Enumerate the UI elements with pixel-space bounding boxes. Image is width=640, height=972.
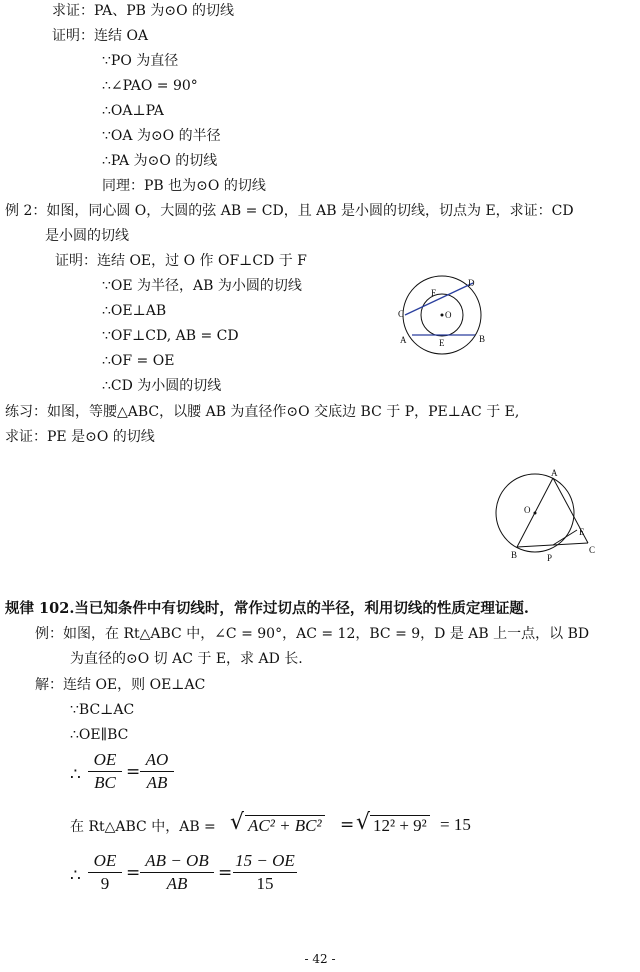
text-line: ∴OA⊥PA: [102, 103, 164, 119]
label-a: A: [551, 468, 558, 478]
label-o: O: [445, 310, 452, 320]
text-line: ∴OE∥BC: [70, 727, 129, 743]
text-line: 是小圆的切线: [45, 228, 129, 244]
text-line: 例：如图，在 Rt△ABC 中，∠C = 90°，AC = 12，BC = 9，D 是 AB 上一点，以 BD: [35, 626, 590, 642]
fraction-ao-ab: [140, 750, 174, 793]
numerator: AO: [145, 750, 169, 769]
numerator: OE: [93, 851, 117, 870]
equals-sign: =: [340, 815, 355, 835]
label-b: B: [479, 334, 486, 344]
text-line: 例 2：如图，同心圆 O，大圆的弦 AB = CD，且 AB 是小圆的切线，切点为 E，求证：CD: [5, 203, 574, 219]
equals-sign: =: [126, 762, 141, 782]
text-line: ∵OE 为半径，AB 为小圆的切线: [102, 278, 302, 294]
text-line: 练习：如图，等腰△ABC，以腰 AB 为直径作⊙O 交底边 BC 于 P，PE⊥AC 于 E,: [5, 404, 520, 420]
denominator: BC: [94, 773, 116, 792]
text-line: 在 Rt△ABC 中，AB =: [70, 819, 216, 835]
fraction-oe-9: [88, 851, 122, 894]
center-dot: [534, 512, 537, 515]
text-line: ∵PO 为直径: [102, 53, 179, 69]
page-number: - 42 -: [304, 952, 336, 966]
equals-sign: =: [126, 863, 141, 883]
base-bc: [517, 543, 588, 547]
text-line: ∵OF⊥CD, AB = CD: [102, 328, 239, 344]
text-line: 同理：PB 也为⊙O 的切线: [102, 178, 266, 194]
text-line: 证明：连结 OE，过 O 作 OF⊥CD 于 F: [55, 253, 307, 269]
label-d: D: [468, 278, 475, 288]
rule-heading: 规律 102.当已知条件中有切线时，常作过切点的半径，利用切线的性质定理证题.: [5, 600, 529, 617]
label-o: O: [524, 505, 531, 515]
label-c: C: [589, 545, 596, 555]
fraction-ab-ob: [140, 851, 214, 894]
fraction-15-oe: [233, 851, 297, 894]
label-a: A: [400, 335, 407, 345]
denominator: AB: [146, 773, 168, 792]
equals-sign: =: [218, 863, 233, 883]
denominator: 15: [256, 874, 274, 893]
text-line: 解：连结 OE，则 OE⊥AC: [35, 677, 206, 693]
numerator: AB − OB: [145, 851, 209, 870]
label-b: B: [511, 550, 518, 560]
label-e: E: [439, 338, 445, 348]
text-line: 为直径的⊙O 切 AC 于 E，求 AD 长.: [70, 651, 303, 667]
text-line: ∴∠PAO = 90°: [102, 78, 198, 94]
label-e: E: [579, 527, 585, 537]
denominator: AB: [166, 874, 188, 893]
sqrt-expression: 12² + 9²: [370, 815, 430, 836]
text-line: 证明：连结 OA: [52, 28, 149, 44]
sqrt-expression: AC² + BC²: [245, 815, 325, 836]
label-c: C: [398, 309, 405, 319]
text-line: ∵BC⊥AC: [70, 702, 135, 718]
figure-concentric-circles: [395, 270, 525, 360]
numerator: 15 − OE: [235, 851, 295, 870]
text-line: 求证：PA、PB 为⊙O 的切线: [52, 3, 235, 19]
fraction-oe-bc: [88, 750, 122, 793]
text-line: ∴OE⊥AB: [102, 303, 167, 319]
numerator: OE: [93, 750, 117, 769]
label-f: F: [431, 288, 437, 298]
text-line: ∵OA 为⊙O 的半径: [102, 128, 221, 144]
therefore-symbol: ∴: [70, 765, 81, 785]
segment-pe: [553, 530, 577, 545]
text-line: 求证：PE 是⊙O 的切线: [5, 429, 155, 445]
text-line: ∴CD 为小圆的切线: [102, 378, 222, 394]
therefore-symbol: ∴: [70, 866, 81, 886]
denominator: 9: [100, 874, 110, 893]
figure-triangle-circle: [493, 467, 603, 567]
label-p: P: [547, 553, 553, 563]
text-line: ∴PA 为⊙O 的切线: [102, 153, 218, 169]
result: = 15: [440, 815, 471, 834]
text-line: ∴OF = OE: [102, 353, 175, 369]
center-dot: [441, 314, 444, 317]
sqrt-symbol: √: [356, 810, 371, 835]
sqrt-symbol: √: [230, 810, 245, 835]
